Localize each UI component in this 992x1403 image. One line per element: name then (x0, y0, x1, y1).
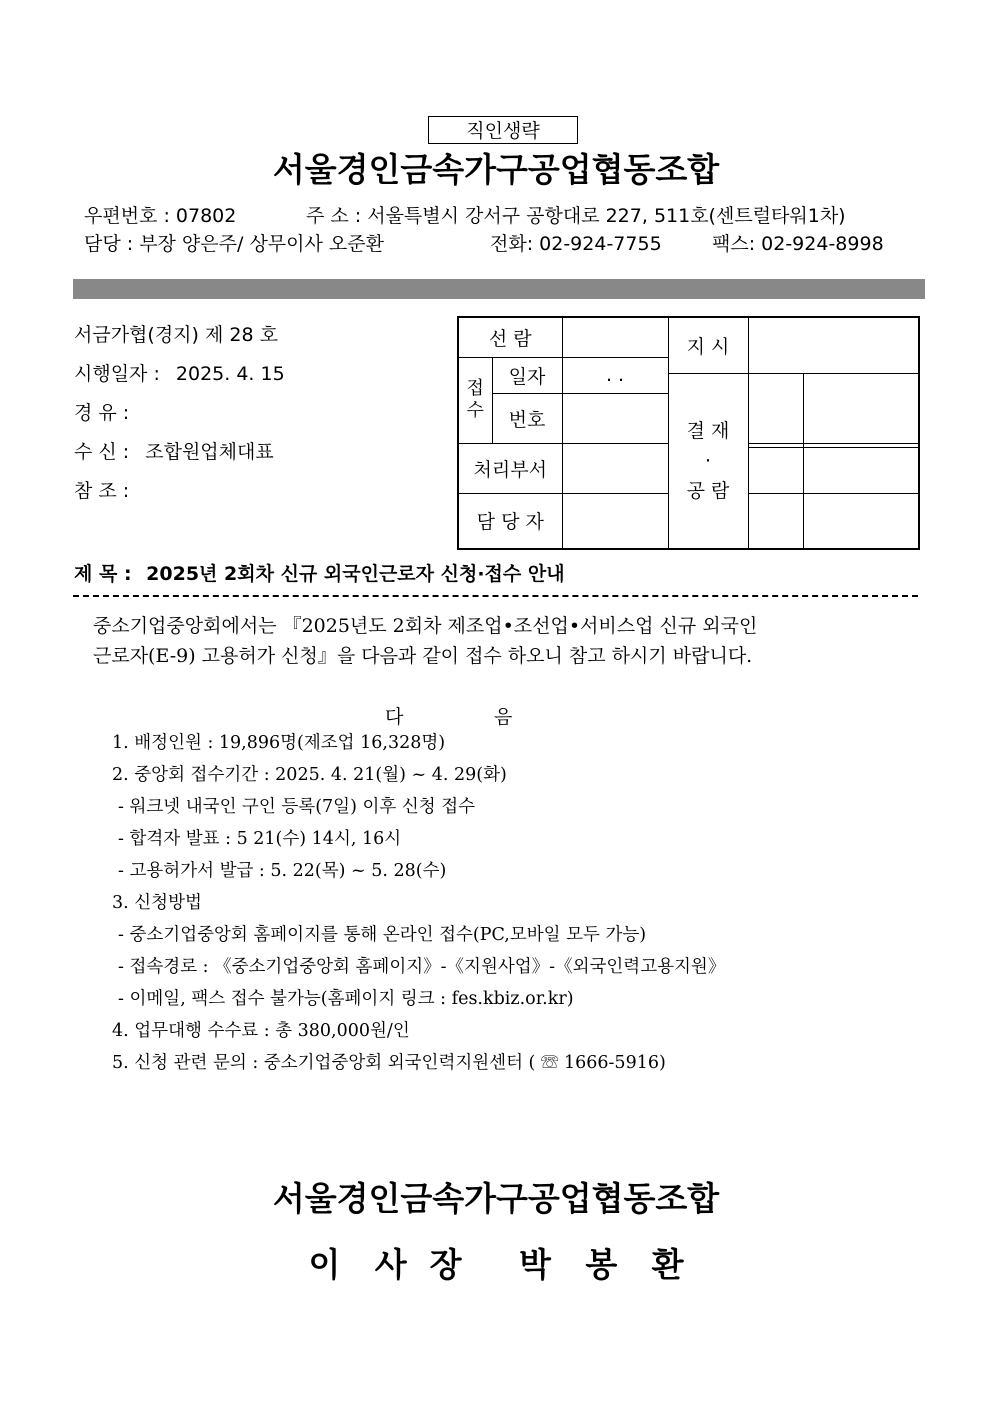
item-fee: 4. 업무대행 수수료 : 총 380,000원/인 (112, 1021, 410, 1041)
stamp-omitted-box: 직인생략 (428, 116, 578, 144)
dadum-heading: 다 음 (385, 706, 513, 728)
item-method-sub-2: - 접속경로 : 《중소기업중앙회 홈페이지》-《지원사업》-《외국인력고용지원》 (118, 957, 726, 977)
document-number: 서금가협(경지) 제 28 호 (74, 324, 278, 346)
body-line-1: 중소기업중앙회에서는 『2025년도 2회차 제조업•조선업•서비스업 신규 외국인 (93, 615, 758, 637)
item-method-sub-1: - 중소기업중앙회 홈페이지를 통해 온라인 접수(PC,모바일 모두 가능) (118, 925, 647, 945)
sign-cell-a3 (748, 447, 803, 493)
sign-cell-b3 (803, 447, 919, 493)
item-method-sub-3: - 이메일, 팩스 접수 불가능(홈페이지 링크 : fes.kbiz.or.kr) (118, 989, 574, 1009)
reference-label: 참 조 : (74, 480, 130, 502)
damdang-cell: 담 당 자 (458, 493, 562, 549)
recipient-value: 조합원업체대표 (145, 441, 274, 463)
gyeoljae-gongram-cell (668, 373, 748, 549)
approval-table (457, 316, 920, 550)
sign-cell-b4 (803, 493, 919, 549)
cheori-value-cell (562, 443, 668, 493)
beonho-value-cell (562, 394, 668, 443)
ilja-cell: 일자 (492, 357, 562, 393)
via-label: 경 유 : (74, 402, 130, 424)
footer-organization: 서울경인금속가구공업협동조합 (272, 1179, 720, 1218)
gyeoljae-dot: · (704, 449, 712, 472)
item-period-sub-2: - 합격자 발표 : 5 21(수) 14시, 16시 (118, 829, 402, 849)
item-inquiry: 5. 신청 관련 문의 : 중소기업중앙회 외국인력지원센터 ( ☏ 1666-5916) (112, 1053, 666, 1073)
sign-cell-a4 (748, 493, 803, 549)
cheori-cell: 처리부서 (458, 443, 562, 493)
seonram-cell: 선 람 (458, 317, 562, 357)
postal-code: 우편번호 : 07802 (84, 205, 237, 227)
recipient-label: 수 신 : (74, 441, 130, 463)
gyeoljae-label: 결 재 (686, 419, 730, 442)
organization-title: 서울경인금속가구공업협동조합 (272, 150, 720, 189)
beonho-cell: 번호 (492, 394, 562, 443)
seonram-value-cell (562, 317, 668, 357)
item-period-sub-1: - 워크넷 내국인 구인 등록(7일) 이후 신청 접수 (118, 797, 476, 817)
subject-dashed-divider (73, 595, 918, 597)
sign-cell-b1 (803, 373, 919, 443)
item-period-sub-3: - 고용허가서 발급 : 5. 22(목) ~ 5. 28(수) (118, 861, 447, 881)
subject-text: 2025년 2회차 신규 외국인근로자 신청·접수 안내 (146, 563, 565, 585)
issue-date-label: 시행일자 : (74, 363, 160, 385)
address: 주 소 : 서울특별시 강서구 공항대로 227, 511호(센트럴타워1차) (306, 205, 846, 227)
issue-date-value: 2025. 4. 15 (175, 363, 285, 385)
phone-number: 전화: 02-924-7755 (490, 233, 662, 255)
item-period: 2. 중앙회 접수기간 : 2025. 4. 21(월) ~ 4. 29(화) (112, 765, 507, 785)
jeopsu-label: 접수 (466, 378, 484, 422)
recipient (74, 440, 274, 464)
contact-person: 담당 : 부장 양은주/ 상무이사 오준환 (84, 233, 384, 255)
sign-cell-a1 (748, 373, 803, 443)
issue-date (74, 362, 285, 386)
item-method: 3. 신청방법 (112, 893, 202, 913)
gongram-label: 공 람 (686, 479, 730, 502)
subject-label: 제 목 : (74, 563, 132, 585)
subject-line (74, 562, 565, 586)
item-quota: 1. 배정인원 : 19,896명(제조업 16,328명) (112, 733, 446, 753)
jeopsu-cell (458, 357, 492, 443)
ilja-value-cell: . . (562, 357, 668, 393)
jisi-value-cell (748, 317, 919, 373)
fax-number: 팩스: 02-924-8998 (712, 233, 884, 255)
body-line-2: 근로자(E-9) 고용허가 신청』을 다음과 같이 접수 하오니 참고 하시기 바랍니다. (93, 645, 753, 667)
footer-signature: 이 사 장 박 봉 환 (308, 1245, 684, 1284)
damdang-value-cell (562, 493, 668, 549)
header-divider-bar (73, 279, 925, 299)
jisi-cell: 지 시 (668, 317, 748, 373)
